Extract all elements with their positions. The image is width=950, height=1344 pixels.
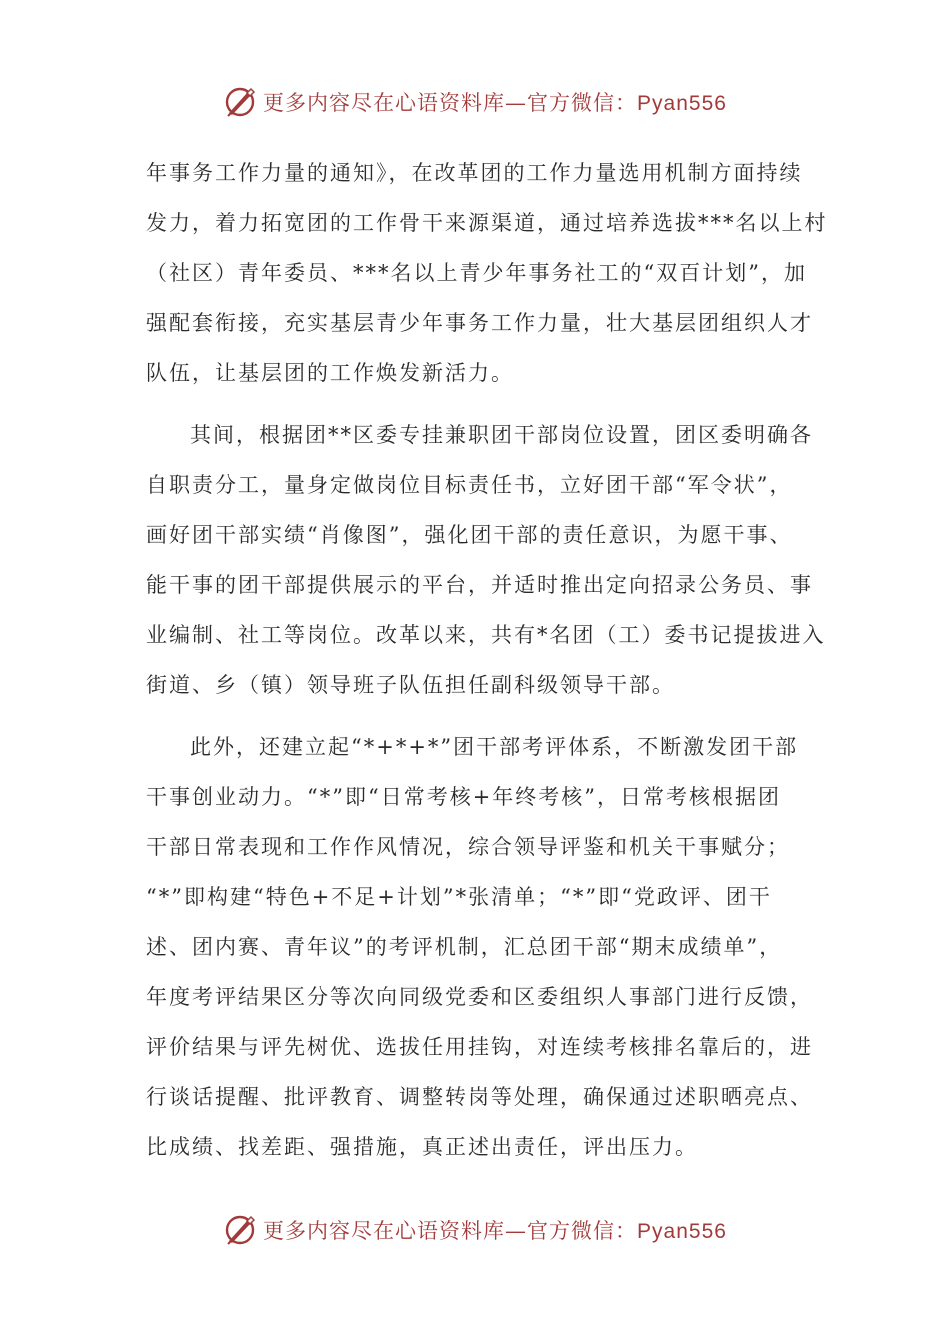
text-line: 评价结果与评先树优、选拔任用挂钩，对连续考核排名靠后的，进 [146,1035,813,1059]
text-line: 述、团内赛、青年议”的考评机制，汇总团干部“期末成绩单”， [146,935,783,959]
text-line: 行谈话提醒、批评教育、调整转岗等处理，确保通过述职晒亮点、 [146,1085,813,1109]
paragraph-3 [146,722,813,1172]
paragraph-2 [146,410,826,710]
document-body [146,148,828,1172]
footer-banner-text: 更多内容尽在心语资料库—官方微信：Pyan556 [263,1219,727,1243]
text-line: 画好团干部实绩“肖像图”，强化团干部的责任意识，为愿干事、 [146,523,793,547]
text-line: 比成绩、找差距、强措施，真正述出责任，评出压力。 [146,1135,698,1159]
pen-logo-icon [223,85,257,119]
text-line: 能干事的团干部提供展示的平台，并适时推出定向招录公务员、事 [146,573,813,597]
text-line: 街道、乡（镇）领导班子队伍担任副科级领导干部。 [146,673,675,697]
text-line: 业编制、社工等岗位。改革以来，共有*名团（工）委书记提拔进入 [146,623,826,647]
text-line: 强配套衔接，充实基层青少年事务工作力量，壮大基层团组织人才 [146,311,813,335]
paragraph-1 [146,148,828,398]
header-banner-text: 更多内容尽在心语资料库—官方微信：Pyan556 [263,91,727,115]
text-line: 此外，还建立起“*+*+*”团干部考评体系，不断激发团干部 [190,735,799,759]
text-line: 干事创业动力。“*”即“日常考核+年终考核”，日常考核根据团 [146,785,782,809]
header-wechat-id: Pyan556 [637,92,727,115]
text-line: （社区）青年委员、***名以上青少年事务社工的“双百计划”，加 [146,261,807,285]
text-line: 其间，根据团**区委专挂兼职团干部岗位设置，团区委明确各 [190,423,813,447]
text-line: 自职责分工，量身定做岗位目标责任书，立好团干部“军令状”， [146,473,793,497]
text-line: 发力，着力拓宽团的工作骨干来源渠道，通过培养选拔***名以上村 [146,211,828,235]
text-line: 队伍，让基层团的工作焕发新活力。 [146,361,514,385]
text-line: 年度考评结果区分等次向同级党委和区委组织人事部门进行反馈， [146,985,813,1009]
text-line: 干部日常表现和工作作风情况，综合领导评鉴和机关干事赋分； [146,835,790,859]
text-line: 年事务工作力量的通知》，在改革团的工作力量选用机制方面持续 [146,161,803,185]
text-line: “*”即构建“特色+不足+计划”*张清单；“*”即“党政评、团干 [146,885,772,909]
header-banner [0,82,950,122]
pen-logo-icon [223,1213,257,1247]
footer-banner [0,1210,950,1250]
footer-wechat-id: Pyan556 [637,1220,727,1243]
